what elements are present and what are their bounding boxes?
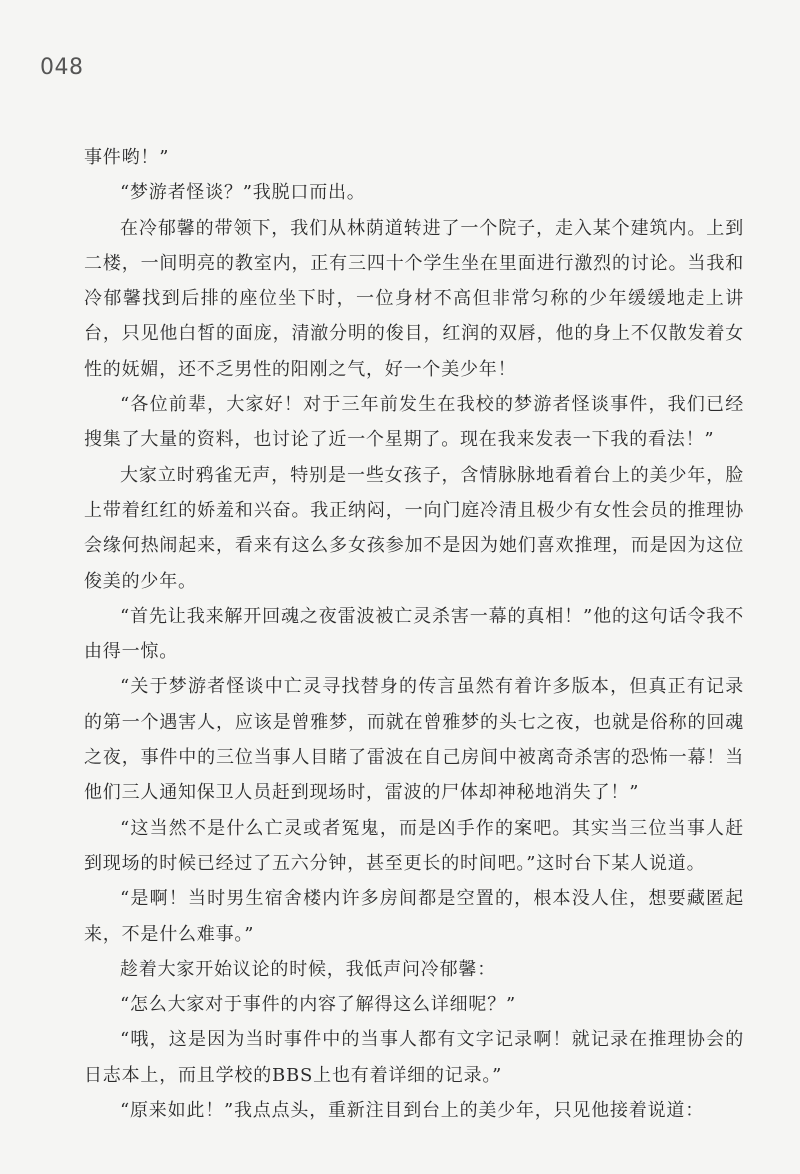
page-number: 048	[40, 55, 84, 80]
paragraph: “原来如此！”我点点头，重新注目到台上的美少年，只见他接着说道：	[120, 1100, 705, 1122]
paragraph: “哦，这是因为当时事件中的当事人都有文字记录啊！就记录在推理协会的日志本上，而且学校的BBS上也有着详细的记录。”	[84, 1029, 744, 1086]
paragraph: 事件哟！”	[84, 147, 170, 168]
paragraph: “梦游者怪谈？”我脱口而出。	[120, 182, 366, 204]
paragraph: “是啊！当时男生宿舍楼内许多房间都是空置的，根本没人住，想要藏匿起来，不是什么难事。”	[84, 888, 744, 945]
paragraph: 趁着大家开始议论的时候，我低声问冷郁馨：	[120, 958, 496, 980]
paragraph: “各位前辈，大家好！对于三年前发生在我校的梦游者怪谈事件，我们已经搜集了大量的资料，也讨论了近一个星期了。现在我来发表一下我的看法！”	[84, 394, 744, 451]
paragraph: “怎么大家对于事件的内容了解得这么详细呢？”	[120, 994, 517, 1016]
paragraph: 在冷郁馨的带领下，我们从林荫道转进了一个院子，走入某个建筑内。上到二楼，一间明亮的教室内，正有三四十个学生坐在里面进行激烈的讨论。当我和冷郁馨找到后排的座位坐下时，一位身材不高但非常匀称的少年缓缓地走上讲台，只见他白皙的面庞，清澈分明的俊目，红润的双唇，他的身上不仅散发着女性的妩媚，还不乏男性的阳刚之气，好一个美少年！	[84, 217, 744, 380]
body-text	[84, 140, 744, 1128]
paragraph: “关于梦游者怪谈中亡灵寻找替身的传言虽然有着许多版本，但真正有记录的第一个遇害人，应该是曾雅梦，而就在曾雅梦的头七之夜，也就是俗称的回魂之夜，事件中的三位当事人目睹了雷波在自己房间中被离奇杀害的恐怖一幕！当他们三人通知保卫人员赶到现场时，雷波的尸体却神秘地消失了！”	[84, 676, 744, 804]
paragraph: “这当然不是什么亡灵或者冤鬼，而是凶手作的案吧。其实当三位当事人赶到现场的时候已经过了五六分钟，甚至更长的时间吧。”这时台下某人说道。	[84, 817, 744, 874]
paragraph: 大家立时鸦雀无声，特别是一些女孩子，含情脉脉地看着台上的美少年，脸上带着红红的娇羞和兴奋。我正纳闷，一向门庭冷清且极少有女性会员的推理协会缘何热闹起来，看来有这么多女孩参加不是因为她们喜欢推理，而是因为这位俊美的少年。	[84, 464, 744, 592]
paragraph: “首先让我来解开回魂之夜雷波被亡灵杀害一幕的真相！”他的这句话令我不由得一惊。	[84, 605, 744, 663]
